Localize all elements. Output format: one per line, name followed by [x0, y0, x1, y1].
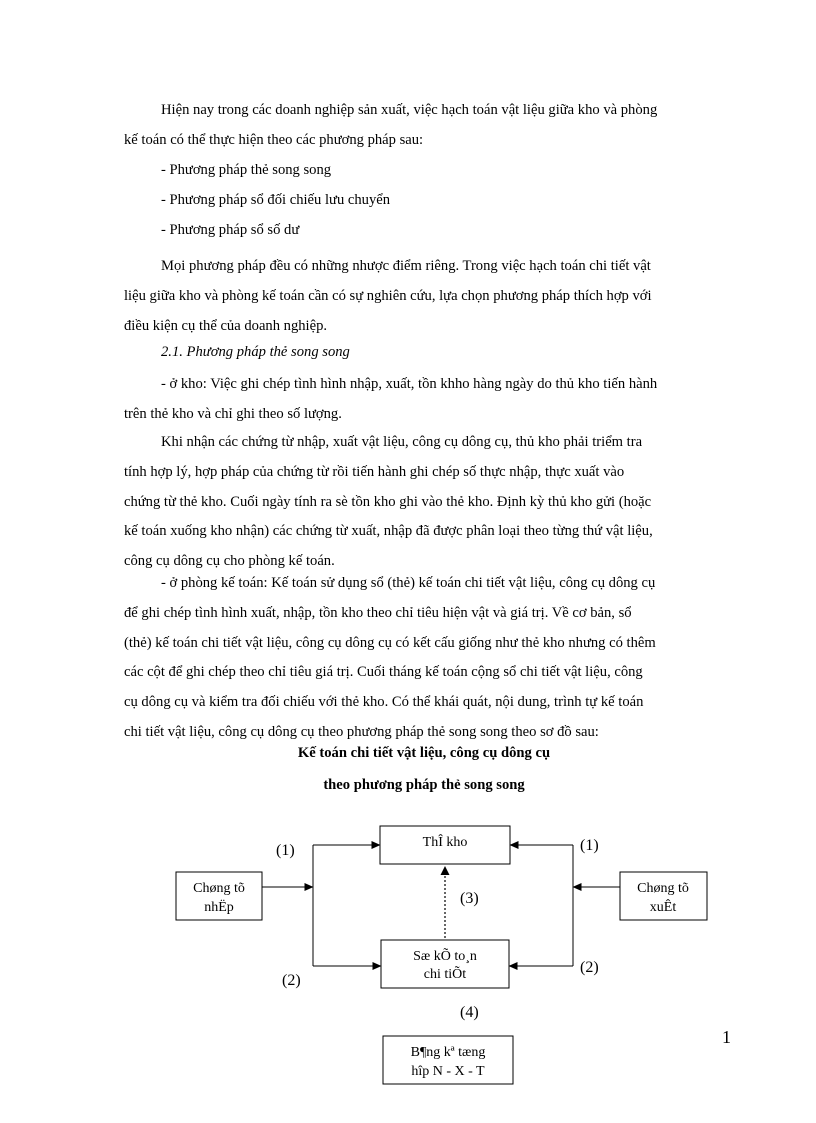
list-item: - Phương pháp sổ số dư [161, 221, 300, 238]
text-line: cụ dông cụ và kiểm tra đối chiếu với thẻ kho. Có thể khái quát, nội dung, trình tự kế toán [124, 694, 644, 711]
text-line: điều kiện cụ thể của doanh nghiệp. [124, 317, 328, 334]
text-line: các cột để ghi chép theo chỉ tiêu giá trị. Cuối tháng kế toán cộng sổ chi tiết vật liệu, công [124, 664, 643, 681]
text-line: công cụ dông cụ cho phòng kế toán. [124, 553, 335, 570]
svg-text:B¶ng kª tæng: B¶ng kª tæng [410, 1045, 486, 1060]
diagram-title-line2: theo phương pháp thẻ song song [323, 777, 525, 793]
step-2-right-label: (2) [580, 959, 599, 976]
text-line: - ở kho: Việc ghi chép tình hình nhập, xuất, tồn khho hàng ngày do thủ kho tiến hành [161, 376, 658, 392]
step-1-right-label: (1) [580, 837, 599, 854]
text-line: kế toán có thể thực hiện theo các phương pháp sau: [124, 131, 424, 148]
text-line: chứng từ thẻ kho. Cuối ngày tính ra sè tồn kho ghi vào thẻ kho. Định kỳ thủ kho gửi (hoặc [124, 493, 652, 510]
text-line: tính hợp lý, hợp pháp của chứng từ rồi tiến hành ghi chép số thực nhập, thực xuất vào [124, 463, 625, 480]
left-connectors [262, 845, 381, 966]
list-item: - Phương pháp sổ đối chiếu lưu chuyển [161, 191, 391, 208]
diagram-title-line1: Kế toán chi tiết vật liệu, công cụ dông cụ [297, 745, 551, 761]
svg-text:Chøng tõ: Chøng tõ [637, 881, 689, 896]
section-heading: 2.1. Phương pháp thẻ song song [161, 344, 350, 360]
svg-text:xuÊt: xuÊt [649, 900, 677, 915]
text-line: chi tiết vật liệu, công cụ dông cụ theo phương pháp thẻ song song theo sơ đồ sau: [124, 723, 599, 740]
receipt-docs-box [176, 872, 262, 920]
text-line: kế toán xuống kho nhận) các chứng từ xuất, nhập đã được phân loại theo từng thứ vật liệu, [124, 523, 653, 540]
step-2-left-label: (2) [282, 972, 301, 989]
text-line: Mọi phương pháp đều có những nhược điểm riêng. Trong việc hạch toán chi tiết vật [161, 258, 651, 274]
warehouse-card-box [380, 826, 510, 864]
text-line: trên thẻ kho và chỉ ghi theo số lượng. [124, 405, 342, 422]
text-line: để ghi chép tình hình xuất, nhập, tồn kho theo chỉ tiêu hiện vật và giá trị. Về cơ bản, sổ [124, 604, 632, 621]
svg-text:Chøng tõ: Chøng tõ [193, 881, 245, 896]
page-number: 1 [722, 1027, 731, 1047]
text-line: - ở phòng kế toán: Kế toán sử dụng sổ (thẻ) kế toán chi tiết vật liệu, công cụ dông cụ [161, 575, 656, 591]
text-line: Hiện nay trong các doanh nghiệp sản xuất, việc hạch toán vật liệu giữa kho và phòng [161, 102, 658, 118]
svg-text:chi tiÕt: chi tiÕt [423, 967, 467, 982]
reconciliation-link [441, 866, 450, 938]
step-3-label: (3) [460, 890, 479, 907]
summary-table-box [383, 1036, 513, 1084]
list-item: - Phương pháp thẻ song song [161, 162, 332, 178]
text-line: liệu giữa kho và phòng kế toán cần có sự nghiên cứu, lựa chọn phương pháp thích hợp với [124, 287, 652, 304]
svg-text:hîp N - X - T: hîp N - X - T [411, 1064, 485, 1079]
step-1-left-label: (1) [276, 842, 295, 859]
right-connectors [509, 845, 620, 966]
svg-text:nhËp: nhËp [204, 900, 234, 915]
svg-text:Sæ kÕ to¸n: Sæ kÕ to¸n [413, 949, 477, 964]
text-line: (thẻ) kế toán chi tiết vật liệu, công cụ dông cụ có kết cấu giống như thẻ kho nhưng có thêm [124, 634, 656, 651]
warehouse-card-label: ThÎ kho [422, 835, 468, 850]
issue-docs-box [620, 872, 707, 920]
step-4-label: (4) [460, 1004, 479, 1021]
detail-ledger-box [381, 940, 509, 988]
text-line: Khi nhận các chứng từ nhập, xuất vật liệu, công cụ dông cụ, thủ kho phải triểm tra [161, 434, 643, 450]
